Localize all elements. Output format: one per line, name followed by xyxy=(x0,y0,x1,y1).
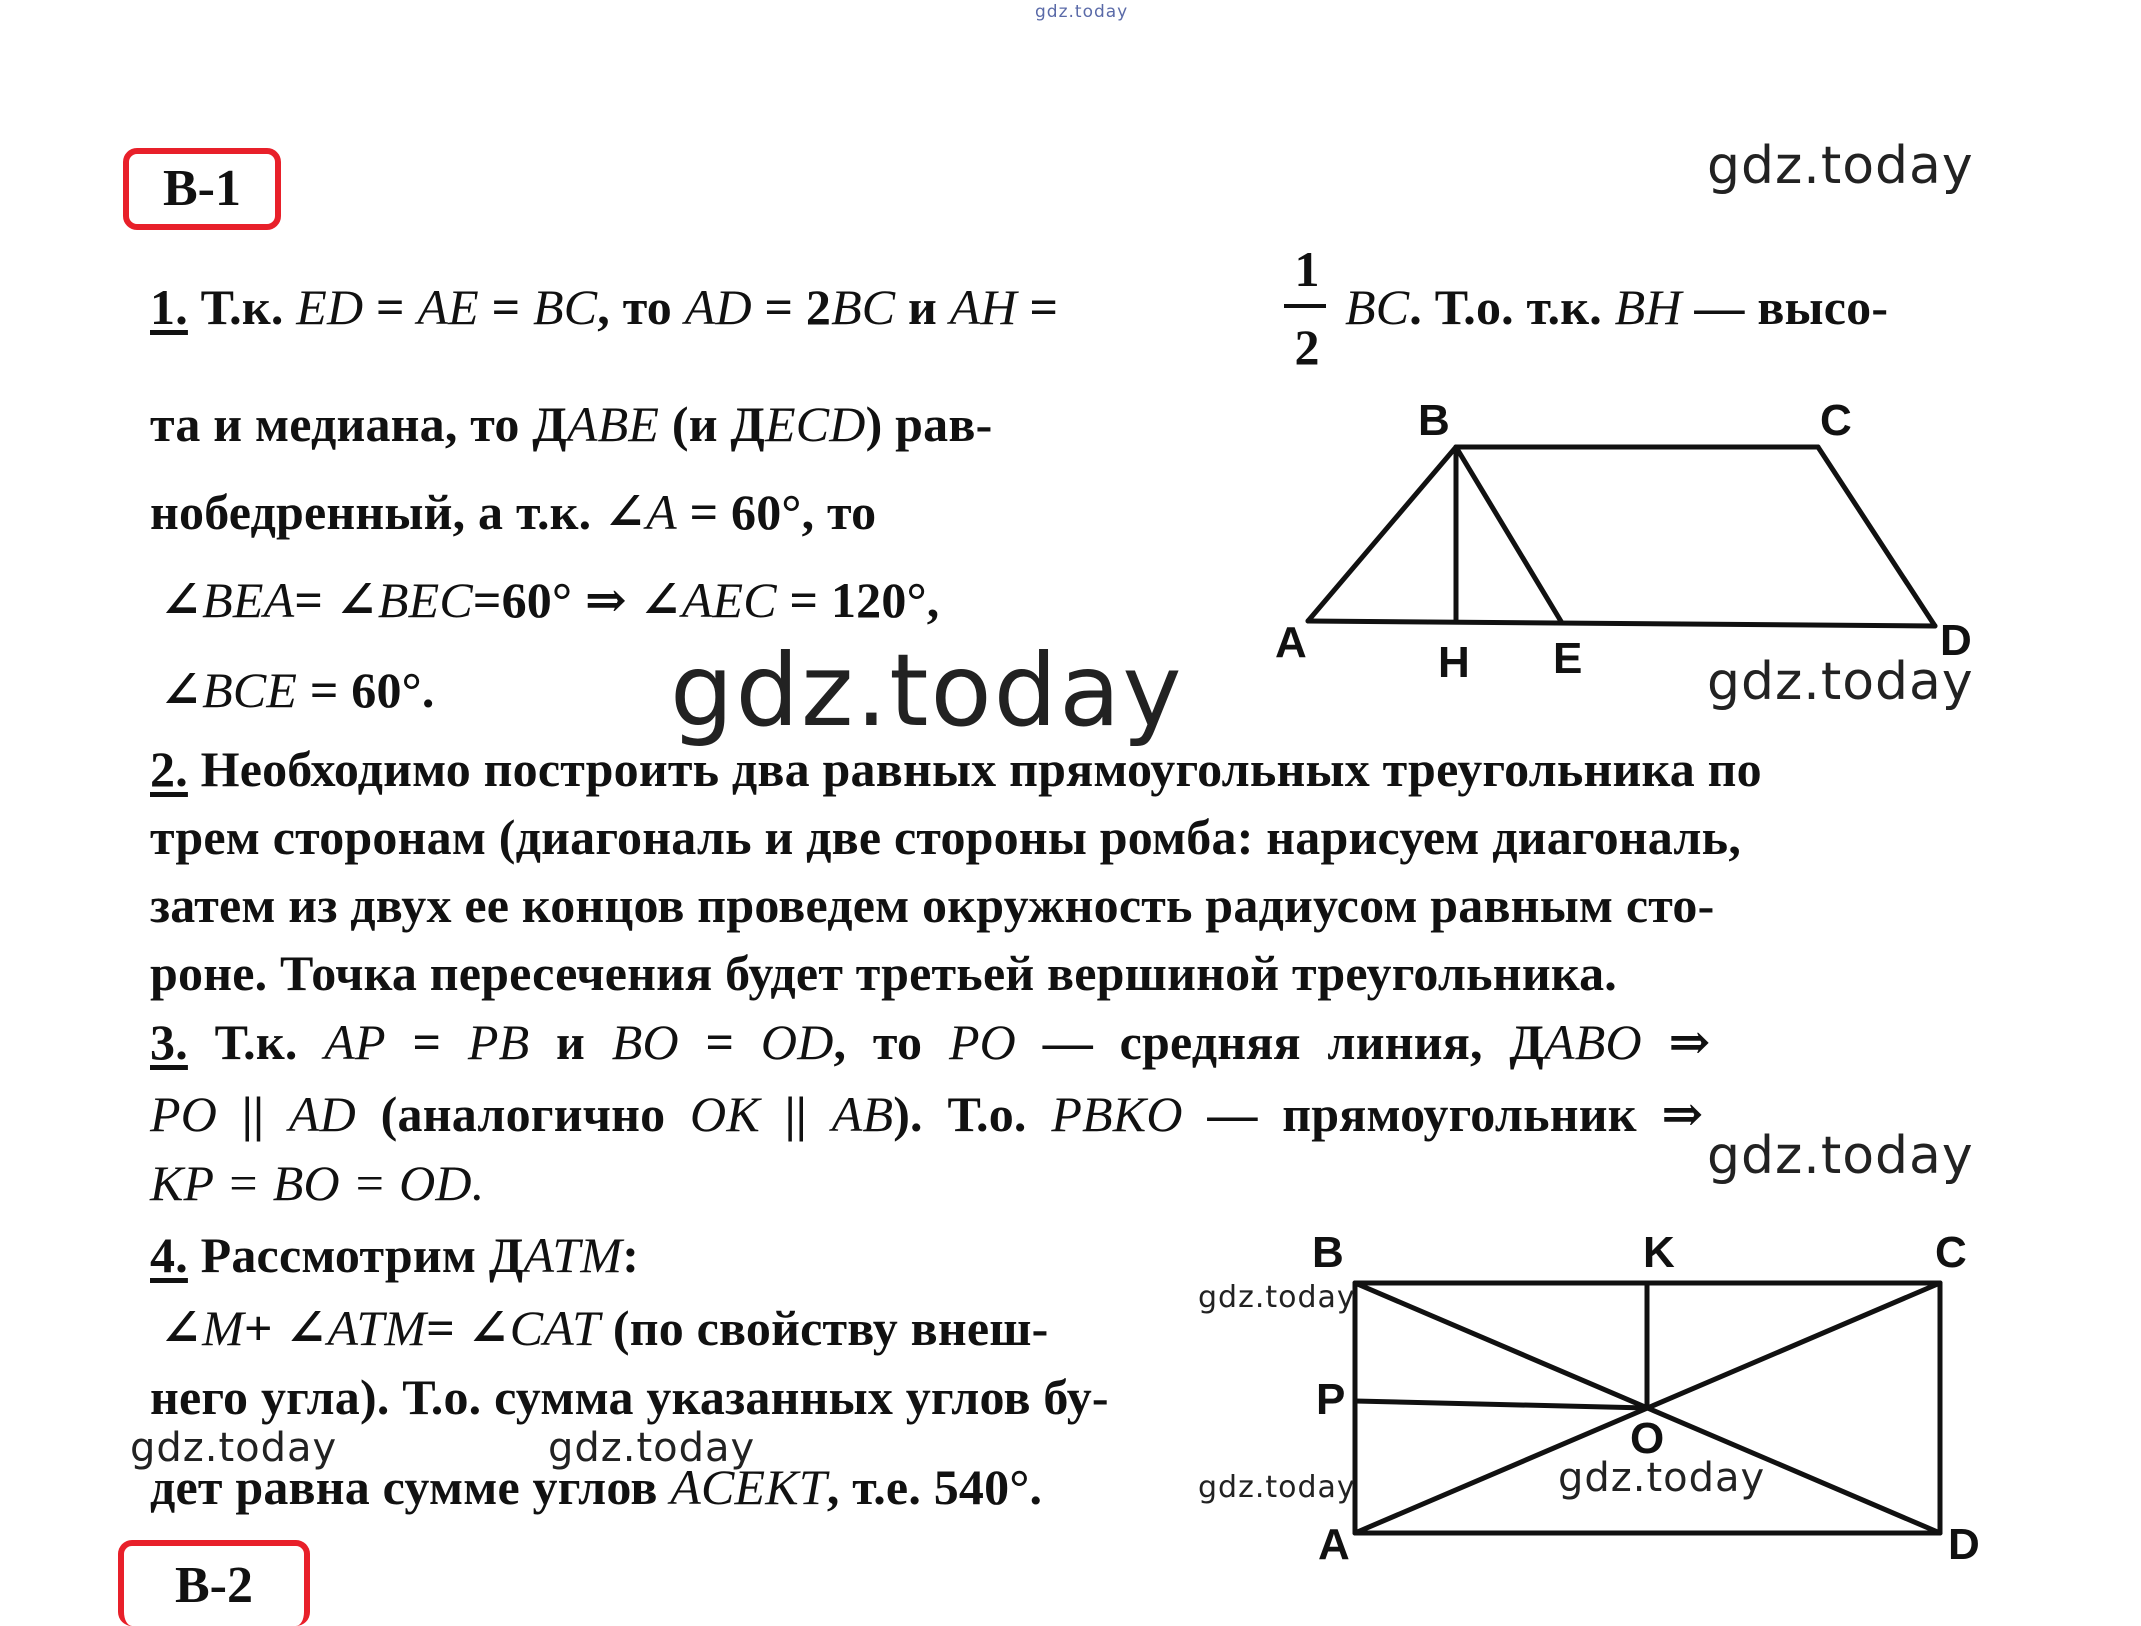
section-badge-b1: B-1 xyxy=(123,148,281,230)
segment-cd xyxy=(1818,447,1935,626)
watermark: gdz.today xyxy=(1558,1455,1766,1501)
triangle-symbol: Д xyxy=(1509,1014,1544,1070)
angle-symbol: ∠ xyxy=(160,662,203,718)
segment: BC xyxy=(831,279,896,335)
text: Рассмотрим xyxy=(200,1227,489,1283)
segment: BEA xyxy=(202,572,295,628)
text: (по свойству внеш- xyxy=(600,1300,1049,1356)
text: нобедренный, а т.к. xyxy=(150,484,605,540)
vertex-label-o: O xyxy=(1630,1414,1665,1463)
text: ) рав- xyxy=(865,396,993,452)
text: (и xyxy=(659,396,731,452)
problem-4-line-1 xyxy=(150,1226,639,1284)
segment: M xyxy=(202,1300,244,1356)
watermark: gdz.today xyxy=(1198,1470,1356,1505)
problem-2-line-4: роне. Точка пересечения будет третьей вершиной треугольника. xyxy=(150,945,1617,1001)
implies-symbol: ⇒ xyxy=(572,572,640,628)
text: ). Т.о. xyxy=(893,1086,1052,1142)
segment: ACEKT xyxy=(670,1459,827,1515)
segment: ATM xyxy=(523,1227,623,1283)
triangle-symbol: Д xyxy=(730,396,766,452)
text: , xyxy=(926,572,940,628)
watermark: gdz.today xyxy=(1198,1280,1356,1315)
angle-symbol: ∠ xyxy=(335,572,378,628)
problem-3-line-3: KP = BO = OD. xyxy=(150,1155,485,1211)
text: , то xyxy=(833,1014,949,1070)
vertex-label-d: D xyxy=(1940,616,1972,665)
segment: BO xyxy=(611,1014,679,1070)
vertex-label-k: K xyxy=(1643,1228,1675,1277)
text: = xyxy=(478,279,533,335)
text: — прямоугольник ⇒ xyxy=(1182,1086,1704,1142)
degree-symbol: ° xyxy=(1009,1459,1030,1515)
text: = 60 xyxy=(676,484,782,540)
text: , то xyxy=(597,279,685,335)
degree-symbol: ° xyxy=(906,572,927,628)
problem-2-line-3: затем из двух ее концов проведем окружность радиусом равным сто- xyxy=(150,877,1715,933)
text: =60 xyxy=(472,572,552,628)
text: = xyxy=(678,1014,761,1070)
segment: BC xyxy=(533,279,598,335)
vertex-label-h: H xyxy=(1438,638,1470,687)
vertex-label-c: C xyxy=(1935,1228,1967,1277)
segment: BH xyxy=(1614,279,1682,335)
problem-number: 1. xyxy=(150,279,188,335)
triangle-symbol: Д xyxy=(532,396,567,452)
segment: BCE xyxy=(202,662,298,718)
problem-3-line-2 xyxy=(150,1084,1704,1143)
segment-po xyxy=(1355,1401,1647,1408)
angle-symbol: ∠ xyxy=(285,1300,328,1356)
segment: AD xyxy=(684,279,752,335)
fraction-numerator: 1 xyxy=(1294,241,1320,297)
segment: A xyxy=(646,484,677,540)
segment-be xyxy=(1456,447,1562,623)
section-badge-b2: B-2 xyxy=(118,1540,310,1626)
text: (аналогично xyxy=(355,1086,691,1142)
text: + xyxy=(243,1300,286,1356)
problem-2-line-1 xyxy=(150,740,1762,798)
problem-4-line-3: него угла). Т.о. сумма указанных углов бу- xyxy=(150,1369,1109,1425)
angle-symbol: ∠ xyxy=(160,1300,203,1356)
text: Т.к. xyxy=(214,1014,325,1070)
segment: CAT xyxy=(509,1300,601,1356)
implies-symbol: ⇒ xyxy=(1641,1014,1711,1070)
header-watermark: gdz.today xyxy=(1035,2,1129,22)
parallel-symbol: || xyxy=(759,1086,832,1142)
segment: PO xyxy=(948,1014,1016,1070)
segment: BEC xyxy=(377,572,473,628)
degree-symbol: ° xyxy=(781,484,802,540)
vertex-label-p: P xyxy=(1316,1375,1346,1424)
segment: AE xyxy=(417,279,479,335)
segment: PBKO xyxy=(1051,1086,1183,1142)
text: — средняя линия, xyxy=(1016,1014,1510,1070)
vertex-label-b: B xyxy=(1418,396,1450,445)
vertex-label-e: E xyxy=(1553,634,1583,683)
segment-ab xyxy=(1308,447,1456,621)
text: . Т.о. т.к. xyxy=(1409,279,1615,335)
text: . xyxy=(1029,1459,1043,1515)
watermark: gdz.today xyxy=(1707,136,1974,196)
segment: ABO xyxy=(1543,1014,1642,1070)
text: . xyxy=(421,662,435,718)
vertex-label-c: C xyxy=(1820,396,1852,445)
text: та и медиана, то xyxy=(150,396,533,452)
segment: AB xyxy=(831,1086,894,1142)
segment: ECD xyxy=(765,396,866,452)
segment: PO xyxy=(150,1086,218,1142)
problem-number: 4. xyxy=(150,1227,188,1283)
text: и xyxy=(529,1014,612,1070)
degree-symbol: ° xyxy=(401,662,422,718)
text: , т.е. 540 xyxy=(826,1459,1010,1515)
text: = 2 xyxy=(751,279,832,335)
watermark: gdz.today xyxy=(548,1425,756,1471)
problem-2-line-2: трем сторонам (диагональ и две стороны ромба: нарисуем диагональ, xyxy=(150,809,1742,865)
problem-number: 3. xyxy=(150,1014,188,1070)
text: Необходимо построить два равных прямоугольных треугольника по xyxy=(200,741,1762,797)
angle-symbol: ∠ xyxy=(639,572,682,628)
segment-ad xyxy=(1308,621,1935,626)
text: = xyxy=(294,572,336,628)
watermark: gdz.today xyxy=(1707,652,1974,712)
text: : xyxy=(622,1227,640,1283)
problem-number: 2. xyxy=(150,741,188,797)
segment: ED xyxy=(296,279,364,335)
watermark: gdz.today xyxy=(1707,1126,1974,1186)
angle-symbol: ∠ xyxy=(160,572,203,628)
problem-4-line-2 xyxy=(160,1298,1049,1357)
text: = xyxy=(426,1300,468,1356)
text: = xyxy=(1016,279,1059,335)
segment: AD xyxy=(288,1086,356,1142)
angle-symbol: ∠ xyxy=(604,484,647,540)
text: и xyxy=(895,279,950,335)
text: — высо- xyxy=(1681,279,1889,335)
angle-symbol: ∠ xyxy=(467,1300,510,1356)
degree-symbol: ° xyxy=(552,572,573,628)
vertex-label-a: A xyxy=(1318,1520,1350,1569)
segment: ATM xyxy=(327,1300,427,1356)
segment: AEC xyxy=(681,572,777,628)
parallel-symbol: || xyxy=(217,1086,289,1142)
segment: OD xyxy=(760,1014,834,1070)
vertex-label-d: D xyxy=(1948,1520,1980,1569)
segment: AP xyxy=(324,1014,386,1070)
segment: ABE xyxy=(566,396,660,452)
watermark: gdz.today xyxy=(670,632,1184,749)
triangle-symbol: Д xyxy=(488,1227,524,1283)
watermark: gdz.today xyxy=(130,1425,338,1471)
text: = 60 xyxy=(297,662,402,718)
segment: BC xyxy=(1345,279,1410,335)
vertex-label-a: A xyxy=(1275,618,1307,667)
text: = 120 xyxy=(776,572,907,628)
problem-3-line-1 xyxy=(150,1012,1711,1071)
segment: OK xyxy=(690,1086,760,1142)
text: дет равна сумме углов xyxy=(150,1459,671,1515)
text: , то xyxy=(801,484,877,540)
text: = xyxy=(363,279,418,335)
text: Т.к. xyxy=(200,279,297,335)
text: = xyxy=(385,1014,468,1070)
fraction-denominator: 2 xyxy=(1294,319,1320,375)
vertex-label-b: B xyxy=(1312,1228,1344,1277)
segment: PB xyxy=(467,1014,530,1070)
segment: AH xyxy=(949,279,1017,335)
